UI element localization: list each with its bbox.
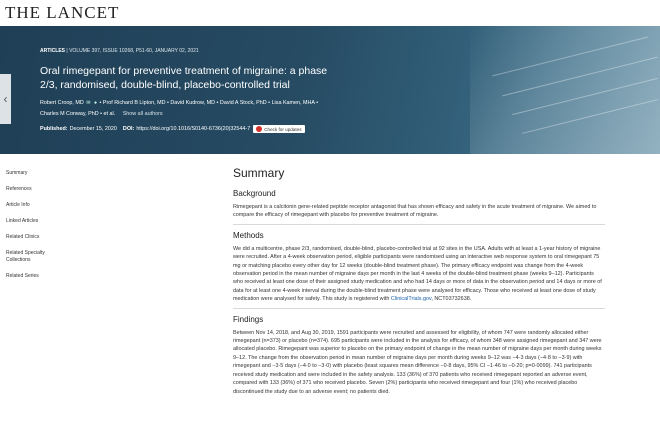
orcid-icon[interactable]: ● [93,100,97,106]
crossmark-icon [256,126,262,132]
methods-paragraph [233,245,605,304]
author-link[interactable]: Robert Croop, MD [40,100,84,106]
methods-tail: , NCT03732638. [431,296,472,303]
methods-text: We did a multicentre, phase 2/3, randomised, double-blind, placebo-controlled trial at 92 sites in the USA. Adults with at least a 1-year history of migraine were recruited. After a 4-week observation period, eligible participants were randomised using an interactive web response system to oral rimegepant 75 mg or matching placebo every other day for 12 weeks (double-blind treatment phase). The primary efficacy endpoint was change from the 4-week observation period in the mean number of migraine days per month in the last 4 weeks of the double-blind treatment phase (weeks 9–12). Participants who received at least one dose of their assigned study medication and who had 14 days or more of data in the observation period and 14 days or more of data for at least one 4-week interval during the double-blind treatment phase were analysed for efficacy. Those who received at least one dose of study medication were analysed for safety. This study is registered with [233,245,602,303]
published-date: December 15, 2020 [69,126,117,132]
doi-link[interactable]: https://doi.org/10.1016/S0140-6736(20)32544-7 [136,126,251,132]
top-bar [0,0,660,26]
nav-item-summary[interactable]: Summary [6,170,28,176]
issue-info: VOLUME 397, ISSUE 10268, P51-60, JANUARY 02, 2021 [69,48,199,54]
author-link[interactable]: David A Stock, PhD [219,100,267,106]
findings-text: Between Nov 14, 2018, and Aug 30, 2019, 1591 participants were recruited and assessed for eligibility, of whom 747 were randomly allocated either rimegepant (n=373) or placebo (n=374). 695 participants were included in the analysis for efficacy, of whom 348 were assigned rimegepant and 347 were allocated placebo. Rimegepant was superior to placebo on the primary endpoint of change in the mean number of migraine days per month during weeks 9–12. The change from the observation period in mean number of migraine days per month during weeks 9–12 was −4·3 days (−4·8 to −3·9) with rimegepant and −3·5 days (−4·0 to −3·0) with placebo (least squares mean difference −0·8 days, 95% CI −1·46 to −0·20; p=0·0099). 741 participants received study medication and were included in the safety analysis. 133 (36%) of 370 patients who received rimegepant reported an adverse event, compared with 133 (36%) of 371 who received placebo. Seven (2%) participants who received rimegepant and four (1%) who received placebo discontinued the study due to an adverse event; no patients died. [233,329,602,395]
check-updates-label: Check for updates [264,126,302,132]
email-icon[interactable]: ✉ [86,100,91,106]
publication-info [40,125,305,133]
divider [233,308,605,309]
article-meta: ARTICLES | VOLUME 397, ISSUE 10268, P51-60, JANUARY 02, 2021 [40,48,199,54]
author-link[interactable]: Lisa Kamen, MHA [271,100,315,106]
methods-heading: Methods [233,230,264,240]
header-background-image [470,26,660,154]
section-nav [6,170,66,289]
nav-item-references[interactable]: References [6,186,32,192]
nav-item-related-specialty-collections[interactable]: Related Specialty Collections [6,250,45,263]
findings-heading: Findings [233,314,264,324]
chevron-left-icon[interactable]: ‹ [0,74,11,124]
author-list: Robert Croop, MD ✉ ● • Prof Richard B Lipton, MD • David Kudrow, MD • David A Stock, PhD • Lisa Kamen, MHA • Charles M Conway, PhD • et al. Show all authors [40,100,319,117]
article-type-label[interactable]: ARTICLES [40,48,65,54]
brand-logo[interactable]: THE LANCET [5,3,120,22]
show-all-authors-link[interactable]: Show all authors [122,111,163,117]
nav-item-related-series[interactable]: Related Series [6,273,39,279]
background-heading: Background [233,189,276,198]
article-body [233,165,605,400]
doi-label: DOI: [122,126,135,132]
nav-item-related-clinics[interactable]: Related Clinics [6,234,40,240]
author-link[interactable]: David Kudrow, MD [170,100,216,106]
article-title: Oral rimegepant for preventive treatment of migraine: a phase 2/3, randomised, double-blind, placebo-controlled trial [40,65,328,91]
et-al-link[interactable]: et al. [103,111,116,117]
background-text: Rimegepant is a calcitonin gene-related peptide receptor antagonist that has shown efficacy and safety in the acute treatment of migraine. We aimed to compare the efficacy of rimegepant with placebo for preventive treatment of migraine. [233,204,597,219]
author-link[interactable]: Charles M Conway, PhD [40,111,99,117]
article-header [0,26,660,154]
check-updates-button[interactable] [253,125,304,133]
clinicaltrials-link[interactable]: ClinicalTrials.gov [390,296,432,303]
author-link[interactable]: Prof Richard B Lipton, MD [102,100,166,106]
nav-item-linked-articles[interactable]: Linked Articles [6,218,39,224]
published-label: Published: [40,126,68,132]
nav-item-article-info[interactable]: Article Info [6,202,30,208]
summary-heading: Summary [233,166,285,180]
divider [233,224,605,225]
